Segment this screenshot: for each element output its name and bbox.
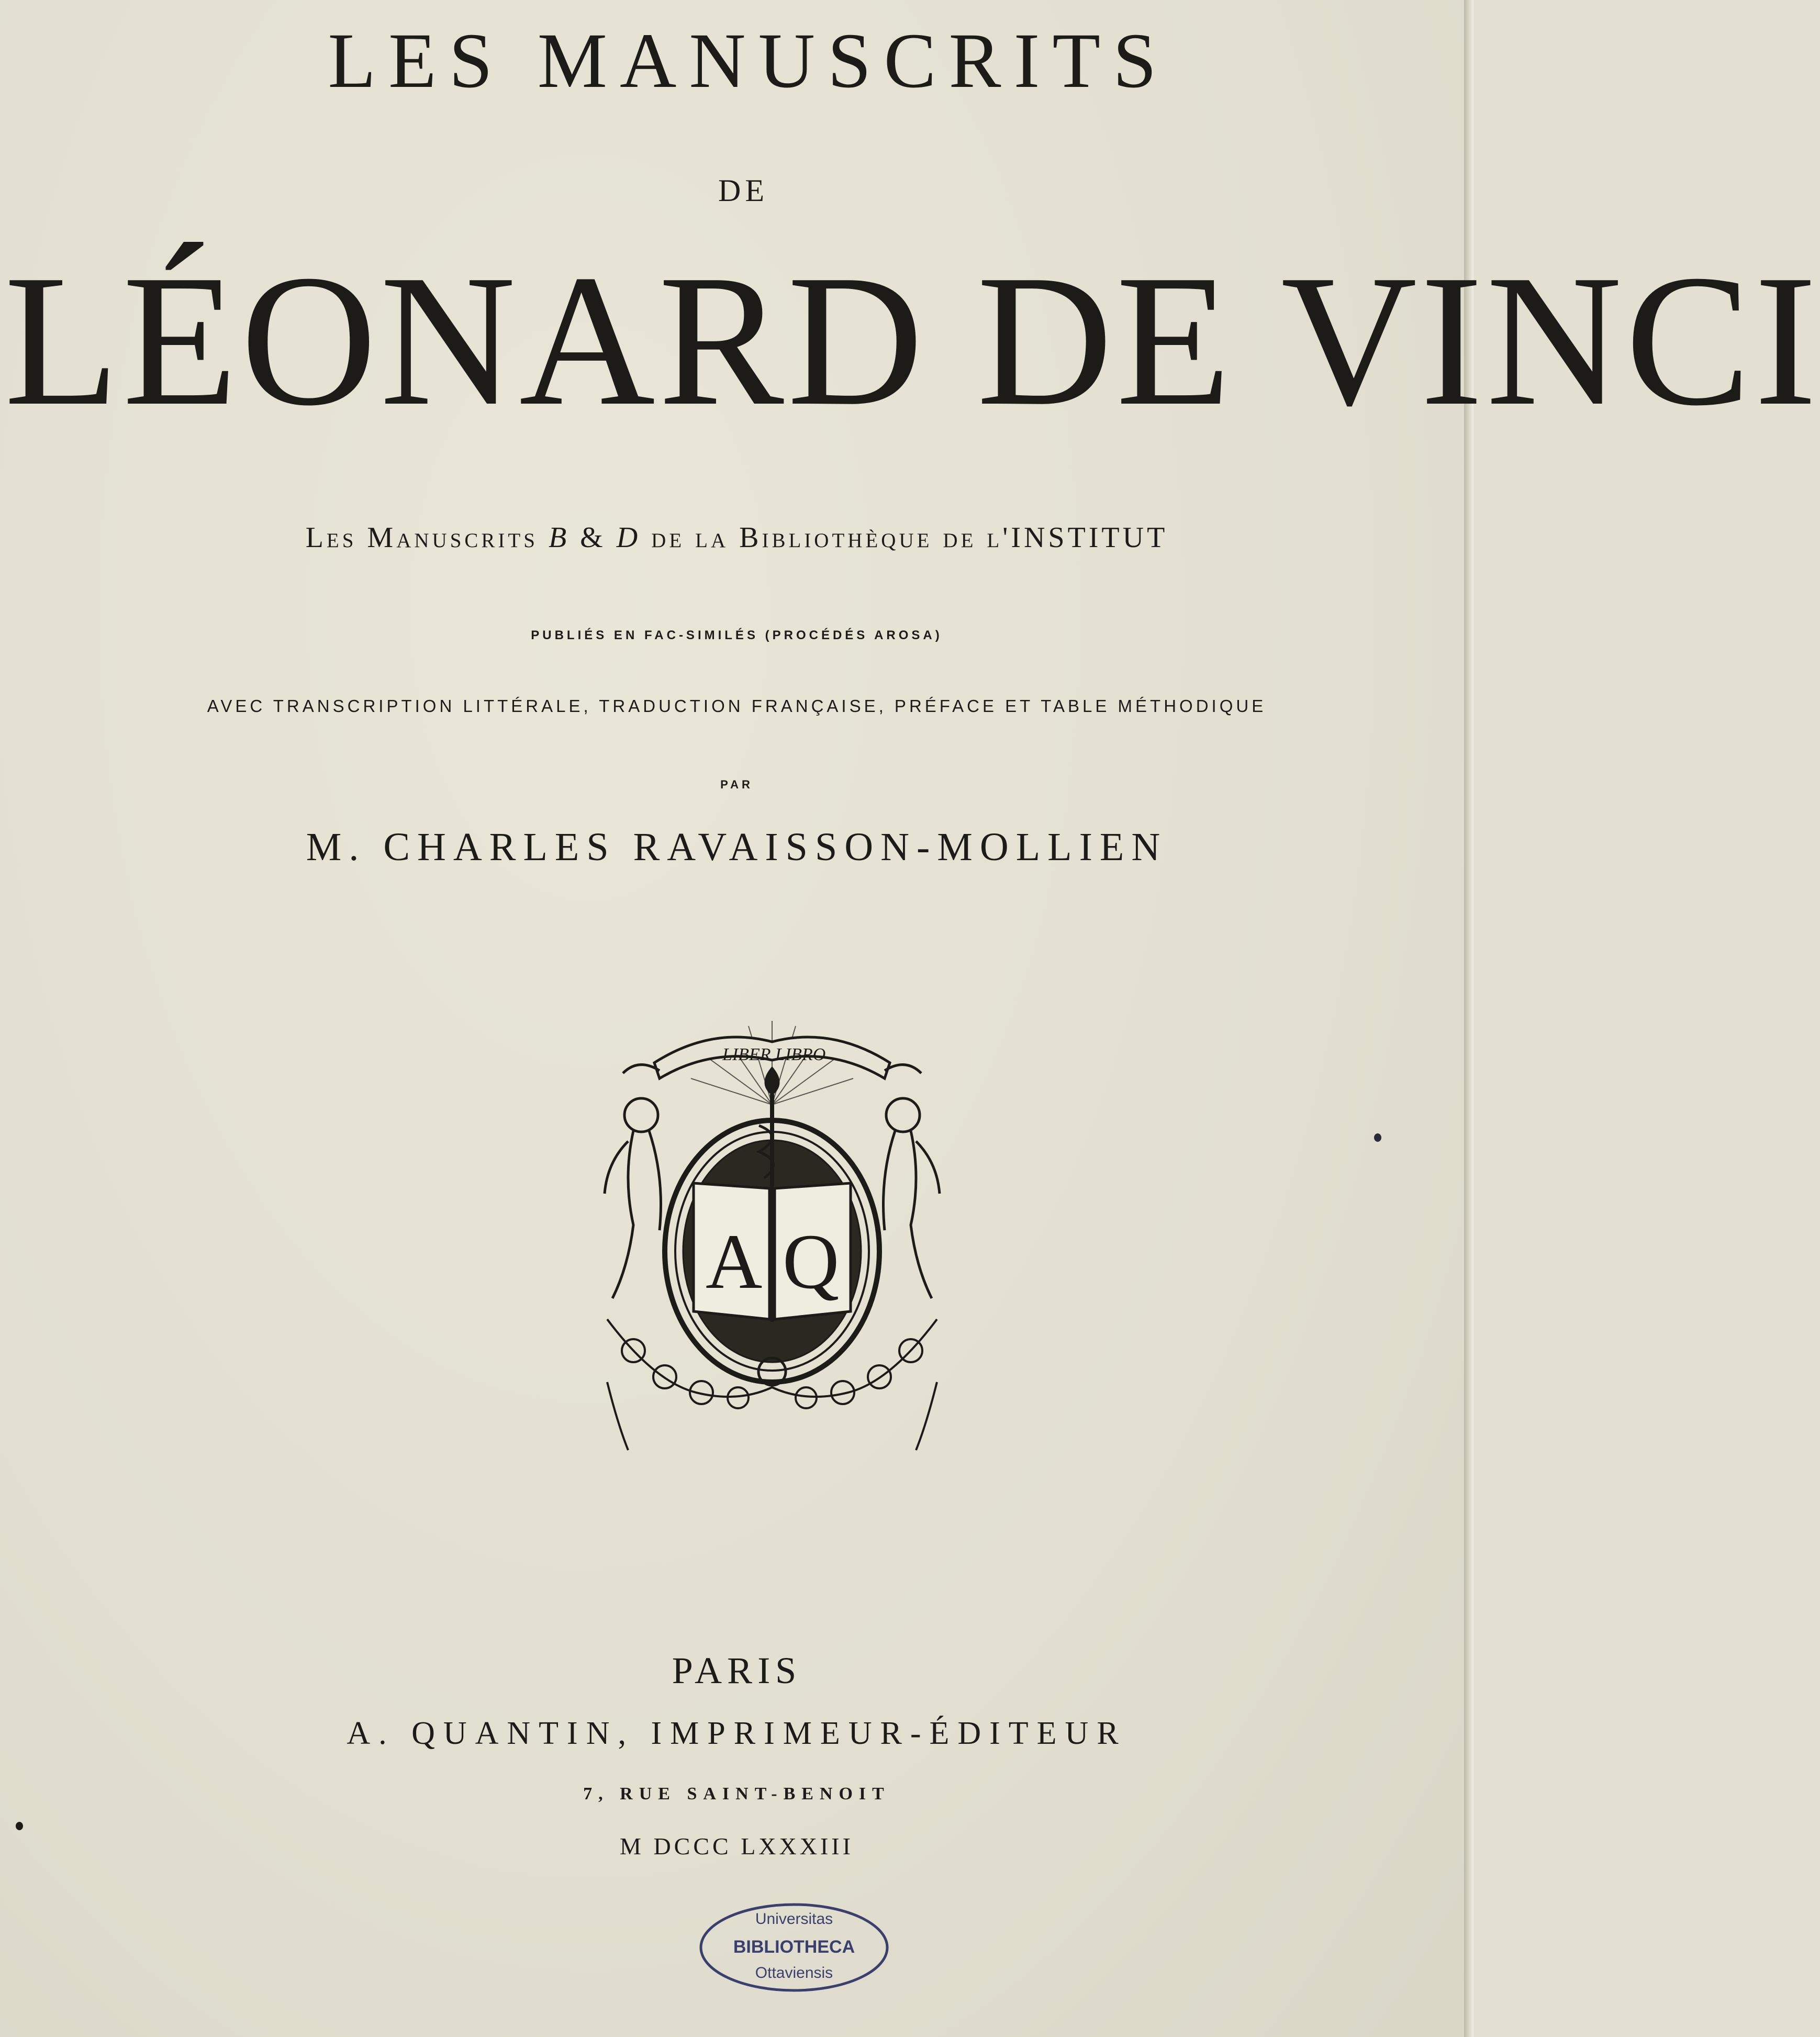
address: 7, RUE SAINT-BENOIT bbox=[583, 1784, 890, 1804]
subtitle-part2: de la Bibliothèque de l' bbox=[651, 521, 1011, 554]
city: PARIS bbox=[672, 1650, 802, 1691]
transcription-line: AVEC TRANSCRIPTION LITTÉRALE, TRADUCTION FRANÇAISE, PRÉFACE ET TABLE MÉTHODIQUE bbox=[207, 696, 1267, 716]
published-line: PUBLIÉS EN FAC-SIMILÉS (PROCÉDÉS AROSA) bbox=[531, 628, 943, 642]
ink-speck bbox=[16, 1822, 23, 1830]
subtitle-letter-d: D bbox=[616, 521, 641, 554]
stamp-line2: BIBLIOTHECA bbox=[733, 1937, 855, 1957]
subtitle-part1: Les Manuscrits bbox=[305, 521, 538, 554]
library-stamp bbox=[697, 1900, 891, 1995]
figure-left-icon bbox=[605, 1098, 661, 1298]
subtitle bbox=[0, 521, 1473, 554]
publisher: A. QUANTIN, IMPRIMEUR-ÉDITEUR bbox=[347, 1716, 1127, 1751]
main-title: LÉONARD DE VINCI bbox=[4, 236, 1820, 444]
stamp-line1: Universitas bbox=[755, 1910, 833, 1928]
publication-date: M DCCC LXXXIII bbox=[620, 1833, 854, 1860]
publisher-emblem bbox=[591, 1005, 953, 1455]
figure-right-icon bbox=[884, 1098, 940, 1298]
stamp-line3: Ottaviensis bbox=[755, 1964, 833, 1982]
author-name: M. CHARLES RAVAISSON-MOLLIEN bbox=[306, 825, 1168, 869]
emblem-banner-text: LIBER LIBRO bbox=[722, 1045, 826, 1064]
subtitle-amp: & bbox=[580, 521, 606, 554]
subtitle-institut: INSTITUT bbox=[1011, 521, 1168, 554]
emblem-letter-a: A bbox=[706, 1218, 763, 1305]
title-top: LES MANUSCRITS bbox=[328, 17, 1169, 104]
title-de: DE bbox=[718, 173, 768, 208]
par-line: PAR bbox=[720, 778, 753, 791]
ink-speck bbox=[1374, 1133, 1381, 1142]
emblem-letter-q: Q bbox=[783, 1218, 840, 1305]
subtitle-letter-b: B bbox=[548, 521, 570, 554]
